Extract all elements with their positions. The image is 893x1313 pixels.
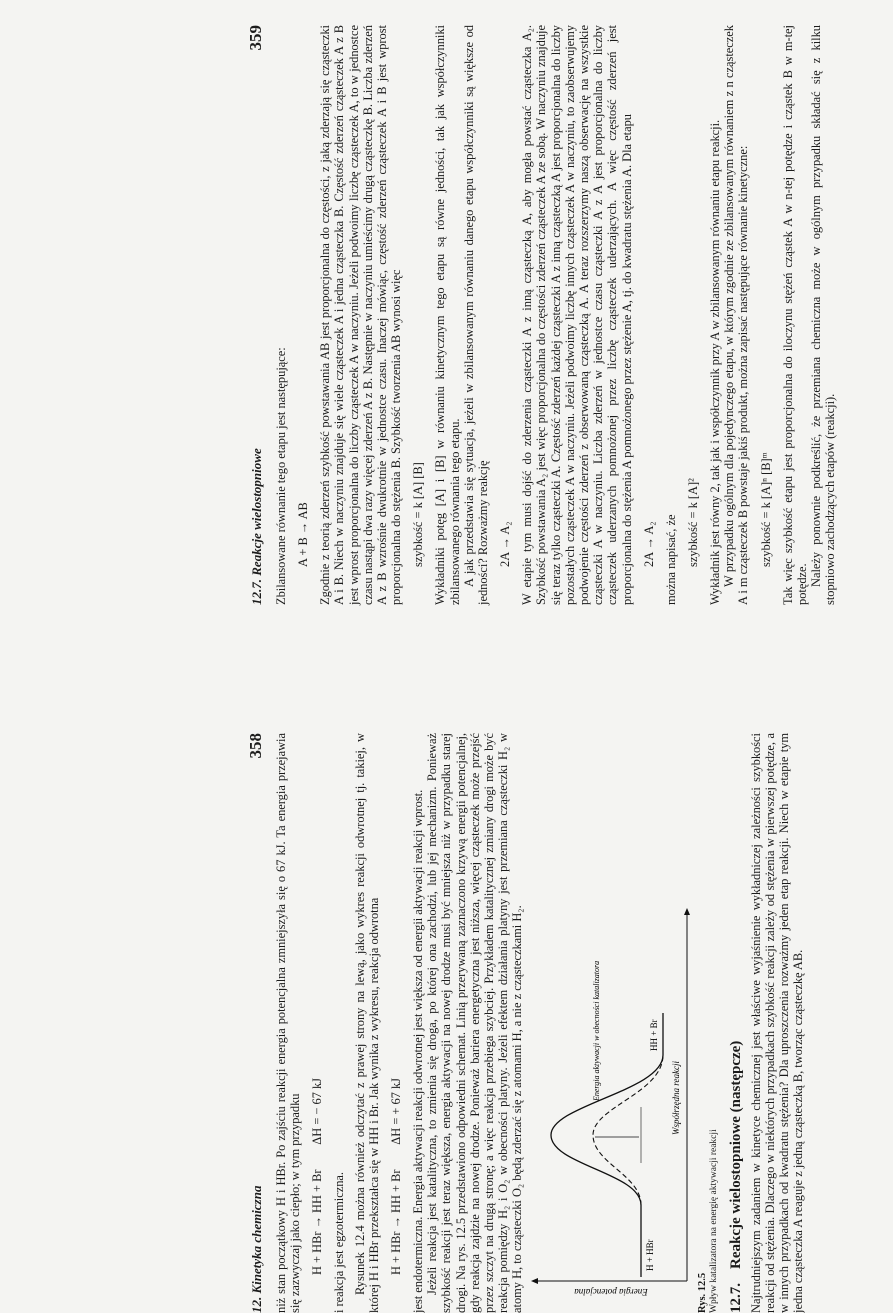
chapter-title: 12.7. Reakcje wielostopniowe: [249, 448, 264, 605]
paragraph: Najtrudniejszym zadaniem w kinetyce chemicznej jest właściwe wyjaśnienie wykładniczej zależności szybkości reakcji od stężenia. Dlaczego w niektórych przypadkach szybkość reakcji zależy od stężenia w pierwszej potędze, a w innych przypadkach od kwadratu stężenia? Dla uproszczenia rozważmy jeden etap reakcji. Niech w etapie tym jedna cząsteczka A reaguje z jedną cząsteczką B, tworząc cząsteczkę AB.: [748, 733, 806, 1313]
y-axis-arrow-icon: [531, 1278, 538, 1284]
equation: A + B → AB: [296, 502, 311, 567]
equation: szybkość = k [A]²: [686, 478, 701, 567]
paragraph: niż stan początkowy H i HBr. Po zajściu reakcji energia potencjalna zmniejszyła się o 67 kJ. Ta energia przejawia się zazwyczaj jako ciepło; w tym przypadku: [274, 733, 303, 1313]
equation: szybkość = k [A]ⁿ [B]ᵐ: [758, 452, 773, 567]
paragraph: i reakcja jest egzotermiczna.: [332, 1171, 347, 1313]
reactants-label: H + HBr: [644, 1239, 655, 1271]
catalyzed-curve: [593, 1055, 663, 1205]
running-header: [246, 733, 266, 1313]
section-heading: [728, 733, 745, 1313]
paragraph: Wykładnik jest równy 2, tak jak i współczynnik przy A w zbilansowanym równaniu etapu reakcji.: [708, 119, 723, 605]
paragraph: W przypadku ogólnym dla pojedynczego etapu, w którym zgodnie ze zbilansowanym równaniem z n cząsteczek A i m cząsteczek B powstaje jakiś produkt, można zapisać następujące równanie kinetyczne:: [722, 25, 751, 605]
section-title: Reakcje wielostopniowe (następcze): [727, 1040, 744, 1269]
products-label: HH + Br: [648, 1019, 659, 1051]
figure-number: Rys. 12.5: [696, 1272, 708, 1313]
section-number: 12.7.: [727, 1283, 744, 1313]
figure-caption-text: Wpływ katalizatora na energię aktywacji reakcji: [708, 1129, 719, 1313]
energy-diagram: [529, 893, 697, 1313]
equation: H + HBr → HH + Br ΔH = + 67 kJ: [389, 1078, 404, 1275]
paragraph: Rysunek 12.4 można również odczytać z prawej strony na lewą, jako wykres reakcji odwrotnej tj. takiej, w której H i HBr przekształca się w HH i Br. Jak wynika z wykresu, reakcja odwrotna: [352, 733, 381, 1313]
x-axis-label: Współrzędna reakcji: [670, 1061, 681, 1135]
paragraph: W etapie tym musi dojść do zderzenia cząsteczki A z inną cząsteczką A, aby mogła powstać cząsteczka A₂. Szybkość powstawania A₂ jest więc proporcjonalna do częstości zderzeń cząsteczek A ze sobą. W naczyniu znajduje się teraz tylko cząsteczki A. Częstość zderzeń każdej cząsteczki A z inną cząsteczką A jest proporcjonalna do liczby pozostałych cząsteczek A w naczyniu. Jeżeli podwoimy liczbę innych cząsteczek A w naczyniu, to zaobserwujemy podwojenie częstości zderzeń z obserwowaną cząsteczką A. A teraz rozszerzymy naszą obserwację na wszystkie cząsteczki A w naczyniu. Liczba zderzeń w jednostce czasu cząsteczki A z A jest proporcjonalna do liczby cząsteczek uderzanych pomnożonej przez liczbę cząsteczek uderzających. A więc częstość zderzeń jest proporcjonalna do stężenia A pomnożonego przez stężenie A, tj. do kwadratu stężenia A. Dla etapu: [520, 25, 634, 605]
paragraph: Zbilansowane równanie tego etapu jest następujące:: [274, 347, 288, 605]
uncatalyzed-curve: [551, 1013, 663, 1277]
figure-caption: [697, 733, 720, 1313]
catalyst-annotation: Energia aktywacji w obecności katalizatora: [591, 960, 601, 1101]
paragraph: Wykładniki potęg [A] i [B] w równaniu kinetycznym tego etapu są równe jedności, tak jak współczynniki zbilansowanego równania tego etapu.: [433, 25, 462, 605]
equation: H + HBr → HH + Br ΔH = − 67 kJ: [310, 1078, 325, 1275]
x-axis-arrow-icon: [684, 908, 690, 915]
paragraph: Należy ponownie podkreślić, że przemiana chemiczna może w ogólnym przypadku składać się z kilku stopniowo zachodzących etapów (reakcji).: [809, 25, 838, 605]
paragraph: Zgodnie z teorią zderzeń szybkość powstawania AB jest proporcjonalna do częstości, z jaką zderzają się cząsteczki A i B. Niech w naczyniu znajduje się wiele cząsteczek A i jedna cząsteczka B. Częstość zderzeń cząsteczek A z B jest wprost proporcjonalna do liczby cząsteczek A w naczyniu. Jeżeli podwoimy liczbę cząsteczek A, to w jednostce czasu nastąpi dwa razy więcej zderzeń A z B. Następnie w naczyniu umieścimy drugą cząsteczkę B. Liczba zderzeń A z B wzrośnie dwukrotnie w jednostce czasu. Inaczej mówiąc, częstość zderzeń cząsteczek A i B jest wprost proporcjonalna do stężenia B. Szybkość tworzenia AB wynosi więc: [318, 25, 404, 605]
paragraph: Jeżeli reakcja jest katalityczna, to zmienia się droga, po której ona zachodzi, lub jej mechanizm. Ponieważ szybkość reakcji jest teraz większa, energia aktywacji na nowej drodze musi być mniejsza niż w przypadku starej drogi. Na rys. 12.5 przedstawiono odpowiedni schemat. Linią przerywaną zaznaczono krzywą energii potencjalnej, gdy reakcja zajdzie na nowej drodze. Ponieważ bariera energetyczna jest niższa, więcej cząsteczek może przejść przez szczyt na drugą stronę; a więc reakcja przebiega szybciej. Przykładem katalitycznej zmiany drogi może być reakcja pomiędzy H₂ i O₂ w obecności platyny. Jeżeli efektem działania platyny jest przemiana cząsteczki H₂ w atomy H, to cząsteczki O₂ będą zderzać się z atomami H, a nie z cząsteczkami H₂.: [425, 733, 525, 1313]
running-header: [246, 25, 266, 605]
page-358: [246, 733, 806, 1313]
equation: szybkość = k [A] [B]: [411, 462, 426, 567]
paragraph: Tak więc szybkość etapu jest proporcjonalna do iloczynu stężeń cząstek A w n-tej potędze i cząstek B w m-tej potędze.: [780, 25, 809, 605]
equation: 2A → A₂: [641, 521, 656, 567]
chapter-title: 12. Kinetyka chemiczna: [249, 1185, 264, 1313]
page-number: 358: [246, 733, 265, 759]
page-number: 359: [246, 25, 265, 51]
page-359: [246, 25, 838, 605]
paragraph: jest endotermiczna. Energia aktywacji reakcji odwrotnej jest większa od energii aktywacji reakcji wprost.: [411, 789, 426, 1313]
paragraph: A jak przedstawia się sytuacja, jeżeli w zbilansowanym równaniu danego etapu współczynniki są większe od jedności? Rozważmy reakcję: [461, 25, 491, 605]
paragraph: można napisać, że: [663, 514, 678, 605]
y-axis-label: Energia potencjalna: [573, 1287, 648, 1297]
equation: 2A → A₂: [498, 521, 513, 567]
